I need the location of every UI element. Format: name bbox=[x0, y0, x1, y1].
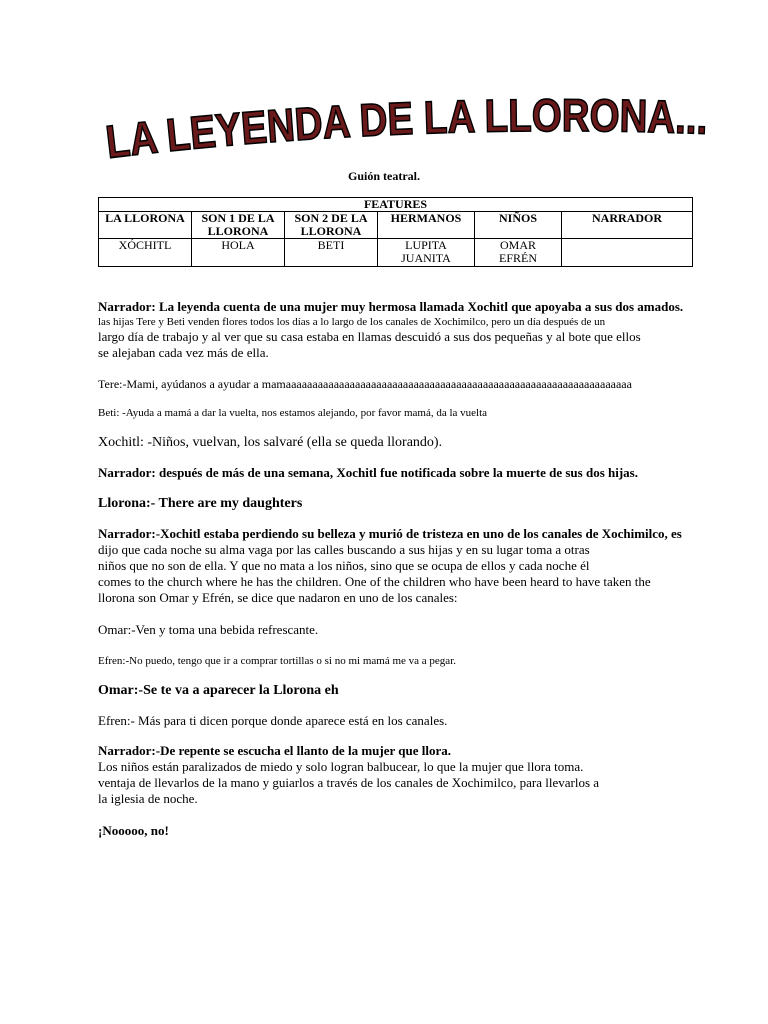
dialogue-efren: Efren:- Más para ti dicen porque donde aparece está en los canales. bbox=[98, 713, 448, 728]
narrator-line: comes to the church where he has the children. One of the children who have been heard to have taken the bbox=[98, 574, 651, 589]
header-cell: SON 1 DE LA LLORONA bbox=[192, 212, 285, 239]
narrator-line: Narrador:-De repente se escucha el llanto de la mujer que llora. bbox=[98, 743, 451, 758]
table-cell: OMAR EFRÉN bbox=[475, 239, 562, 267]
dialogue-tere: Tere:-Mami, ayúdanos a ayudar a mamaaaaaaaaaaaaaaaaaaaaaaaaaaaaaaaaaaaaaaaaaaaaaaaaaaaaaaaaaaaaaaaaa bbox=[98, 377, 632, 391]
document-title bbox=[100, 92, 720, 178]
dialogue-xochitl: Xochitl: -Niños, vuelvan, los salvaré (ella se queda llorando). bbox=[98, 435, 443, 450]
title-text: LA LEYENDA DE LA LLORONA... bbox=[103, 92, 711, 168]
header-cell: NIÑOS bbox=[475, 212, 562, 239]
narrator-line: Narrador: La leyenda cuenta de una mujer muy hermosa llamada Xochitl que apoyaba a sus dos amados. bbox=[98, 299, 684, 314]
cast-table bbox=[98, 197, 693, 267]
title-wordart bbox=[100, 92, 720, 178]
closing-line: ¡Nooooo, no! bbox=[98, 823, 169, 838]
dialogue-omar: Omar:-Se te va a aparecer la Llorona eh bbox=[98, 683, 339, 698]
narrator-line: ventaja de llevarlos de la mano y guiarlos a través de los canales de Xochimilco, para llevarlos a bbox=[98, 775, 600, 790]
header-cell: NARRADOR bbox=[562, 212, 693, 239]
subtitle: Guión teatral. bbox=[348, 169, 420, 183]
narrator-line: la iglesia de noche. bbox=[98, 791, 198, 806]
narrator-line: las hijas Tere y Beti venden flores todos los días a lo largo de los canales de Xochimilco, pero un día después de un bbox=[98, 316, 606, 328]
table-cell: LUPITA JUANITA bbox=[378, 239, 475, 267]
table-caption: FEATURES bbox=[99, 198, 693, 212]
dialogue-llorona: Llorona:- There are my daughters bbox=[98, 496, 303, 511]
script-body bbox=[98, 299, 720, 839]
narrator-line: Narrador:-Xochitl estaba perdiendo su belleza y murió de tristeza en uno de los canales de Xochimilco, es bbox=[98, 526, 682, 541]
narrator-line: dijo que cada noche su alma vaga por las calles buscando a sus hijas y en su lugar toma a otras bbox=[98, 542, 590, 557]
header-cell: HERMANOS bbox=[378, 212, 475, 239]
table-cell bbox=[562, 239, 693, 267]
table-cell: HOLA bbox=[192, 239, 285, 267]
svg-text:LA LEYENDA DE LA LLORONA... bbox=[103, 92, 711, 168]
narrator-line: llorona son Omar y Efrén, se dice que nadaron en uno de los canales: bbox=[98, 590, 458, 605]
narrator-line: largo día de trabajo y al ver que su casa estaba en llamas descuidó a sus dos pequeñas y al bote que ellos bbox=[98, 329, 641, 344]
table-cell: BETI bbox=[285, 239, 378, 267]
narrator-line: niños que no son de ella. Y que no mata a los niños, sino que se ocupa de ellos y cada noche él bbox=[98, 558, 590, 573]
dialogue-omar: Omar:-Ven y toma una bebida refrescante. bbox=[98, 622, 319, 637]
header-cell: LA LLORONA bbox=[99, 212, 192, 239]
narrator-line: Narrador: después de más de una semana, Xochitl fue notificada sobre la muerte de sus dos hijas. bbox=[98, 465, 638, 480]
dialogue-efren: Efren:-No puedo, tengo que ir a comprar tortillas o si no mi mamá me va a pegar. bbox=[98, 655, 456, 667]
narrator-line: Los niños están paralizados de miedo y solo logran balbucear, lo que la mujer que llora toma. bbox=[98, 759, 584, 774]
table-cell: XÓCHITL bbox=[99, 239, 192, 267]
dialogue-beti: Beti: -Ayuda a mamá a dar la vuelta, nos estamos alejando, por favor mamá, da la vuelta bbox=[98, 407, 488, 419]
header-cell: SON 2 DE LA LLORONA bbox=[285, 212, 378, 239]
narrator-line: se alejaban cada vez más de ella. bbox=[98, 345, 269, 360]
